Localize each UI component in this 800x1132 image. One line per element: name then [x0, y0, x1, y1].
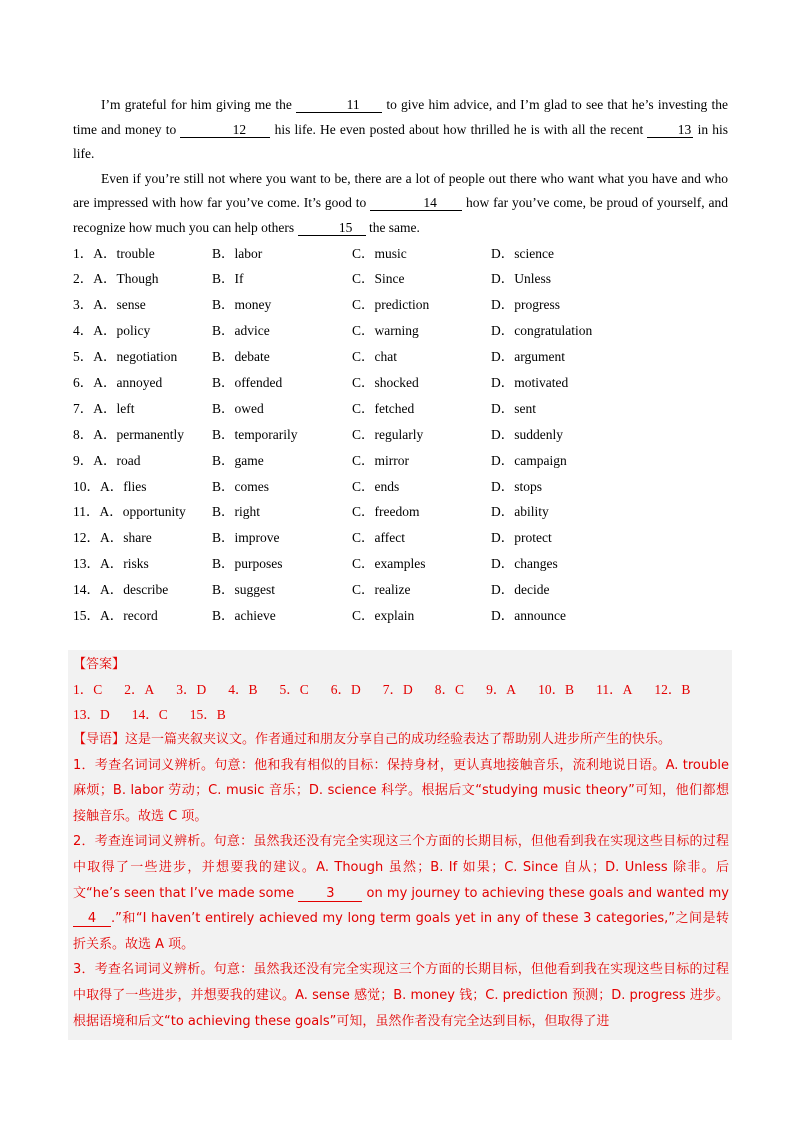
option-b[interactable]: B．purposes [212, 556, 283, 572]
passage [73, 93, 728, 629]
option-d[interactable]: D．announce [491, 608, 566, 624]
answer-item: 4．B [228, 682, 258, 697]
blank-13[interactable]: 13 [647, 122, 693, 138]
option-row [73, 525, 728, 551]
option-a[interactable]: 2．A．Though [73, 271, 159, 287]
option-b[interactable]: B．right [212, 504, 261, 520]
answer-item: 11．A [596, 682, 633, 697]
option-c[interactable]: C．examples [352, 556, 426, 572]
option-row [73, 241, 728, 267]
option-a[interactable]: 5．A．negotiation [73, 349, 178, 365]
option-d[interactable]: D．protect [491, 530, 552, 546]
option-b[interactable]: B．money [212, 297, 272, 313]
option-b[interactable]: B．advice [212, 323, 270, 339]
option-d[interactable]: D．stops [491, 478, 543, 494]
option-a[interactable]: 1．A．trouble [73, 245, 155, 261]
option-b[interactable]: B．temporarily [212, 426, 298, 442]
option-c[interactable]: C．freedom [352, 504, 420, 520]
answer-item: 5．C [279, 682, 309, 697]
text: .”和“I haven’t entirely achieved my long term goals yet in any of these 3 categories,”之间是转折关系。故选 A 项。 [73, 911, 729, 952]
answer-item: 15．B [189, 707, 226, 722]
text: in his life. [73, 121, 729, 162]
answer-item: 1．C [73, 682, 103, 697]
option-row [73, 344, 728, 370]
guide-text: 【导语】这是一篇夹叙夹议文。作者通过和朋友分享自己的成功经验表达了帮助别人进步所产生的快乐。 [73, 732, 672, 747]
answer-section [73, 652, 729, 1034]
option-c[interactable]: C．regularly [352, 426, 424, 442]
explanation-3: 3．考查名词词义辨析。句意：虽然我还没有完全实现这三个方面的长期目标，但他看到我在实现这些目标的过程中取得了一些进步，并想要我的建议。A. sense 感觉；B. money 钱；C. prediction 预测；D. progress 进步。根据语境和后文“to achieving these goals”可知，虽然作者没有完全达到目标，但取得了进 [73, 962, 729, 1029]
text: on my journey to achieving these goals and wanted my [366, 885, 730, 901]
option-b[interactable]: B．achieve [212, 608, 276, 624]
explanation-1: 1．考查名词词义辨析。句意：他和我有相似的目标：保持身材，更认真地接触音乐，流利地说日语。A. trouble 麻烦；B. labor 劳动；C. music 音乐；D. science 科学。根据后文“studying music theory”可知，他们都想接触音乐。故选 C 项。 [73, 757, 729, 824]
option-d[interactable]: D．argument [491, 349, 565, 365]
explanation-2 [73, 829, 729, 957]
blank-14[interactable]: 14 [370, 195, 462, 211]
text: 2．考查连词词义辨析。句意：虽然我还没有完全实现这三个方面的长期目标，但他看到我在实现这些目标的过程中取得了一些进步，并想要我的建议。A. Though 虽然；B. If 如果；C. Since 自从；D. Unless 除非。后文“he’s seen that I’ve made some [73, 834, 729, 901]
option-a[interactable]: 15．A．record [73, 608, 158, 624]
text: I’m grateful for him giving me the [101, 97, 292, 112]
option-a[interactable]: 4．A．policy [73, 323, 151, 339]
text: to give him advice, and I’m glad to see that he’s investing the time and money to [73, 97, 729, 137]
option-c[interactable]: C．shocked [352, 375, 419, 391]
answer-item: 7．D [382, 682, 413, 697]
option-row [73, 292, 728, 318]
option-a[interactable]: 9．A．road [73, 452, 141, 468]
answer-item: 3．D [176, 682, 207, 697]
option-row [73, 448, 728, 474]
option-a[interactable]: 3．A．sense [73, 297, 146, 313]
option-d[interactable]: D．congratulation [491, 323, 593, 339]
option-b[interactable]: B．If [212, 271, 244, 287]
option-b[interactable]: B．owed [212, 400, 264, 416]
blank-3: 3 [298, 886, 362, 902]
option-d[interactable]: D．changes [491, 556, 558, 572]
text: how far you’ve come, be proud of yourself, and recognize how much you can help others [73, 195, 729, 235]
option-row [73, 370, 728, 396]
option-c[interactable]: C．warning [352, 323, 419, 339]
passage-paragraph-1 [73, 93, 728, 167]
option-c[interactable]: C．chat [352, 349, 397, 365]
answer-item: 9．A [486, 682, 517, 697]
option-d[interactable]: D．science [491, 245, 554, 261]
option-d[interactable]: D．decide [491, 582, 550, 598]
option-d[interactable]: D．ability [491, 504, 549, 520]
option-d[interactable]: D．sent [491, 400, 536, 416]
option-row [73, 266, 728, 292]
text: Even if you’re still not where you want to be, there are a lot of people out there who want what you have and who are impressed with how far you’ve come. It’s good to [73, 170, 728, 211]
passage-paragraph-2 [73, 167, 728, 241]
option-a[interactable]: 13．A．risks [73, 556, 149, 572]
blank-12[interactable]: 12 [180, 122, 270, 138]
option-row [73, 603, 728, 629]
option-d[interactable]: D．motivated [491, 375, 569, 391]
option-c[interactable]: C．mirror [352, 452, 409, 468]
option-c[interactable]: C．realize [352, 582, 411, 598]
blank-15[interactable]: 15 [298, 220, 366, 236]
option-d[interactable]: D．suddenly [491, 426, 563, 442]
text: the same. [368, 219, 420, 235]
options-list [73, 241, 728, 629]
text: his life. He even posted about how thrilled he is with all the recent [274, 121, 644, 137]
answer-key [73, 677, 729, 727]
option-a[interactable]: 7．A．left [73, 400, 135, 416]
option-c[interactable]: C．ends [352, 478, 400, 494]
option-row [73, 318, 728, 344]
answer-item: 6．D [330, 682, 361, 697]
option-b[interactable]: B．improve [212, 530, 280, 546]
option-d[interactable]: D．Unless [491, 271, 551, 287]
option-c[interactable]: C．music [352, 245, 407, 261]
answer-item: 10．B [538, 682, 575, 697]
option-d[interactable]: D．campaign [491, 452, 567, 468]
answer-item: 14．C [131, 707, 168, 722]
option-a[interactable]: 6．A．annoyed [73, 375, 163, 391]
option-b[interactable]: B．comes [212, 478, 269, 494]
option-a[interactable]: 10．A．flies [73, 478, 147, 494]
option-b[interactable]: B．offended [212, 375, 283, 391]
answer-item: 8．C [434, 682, 465, 697]
option-row [73, 499, 728, 525]
option-a[interactable]: 8．A．permanently [73, 426, 184, 442]
blank-11[interactable]: 11 [296, 97, 382, 113]
answer-item: 13．D [73, 707, 110, 722]
option-c[interactable]: C．Since [352, 271, 405, 287]
blank-4: 4 [73, 911, 111, 927]
option-b[interactable]: B．game [212, 452, 264, 468]
option-b[interactable]: B．debate [212, 349, 270, 365]
option-row [73, 396, 728, 422]
option-row [73, 474, 728, 500]
option-row [73, 422, 728, 448]
option-a[interactable]: 11．A．opportunity [73, 504, 186, 520]
option-row [73, 551, 728, 577]
option-c[interactable]: C．explain [352, 608, 415, 624]
option-a[interactable]: 14．A．describe [73, 582, 169, 598]
answer-heading: 【答案】 [73, 657, 126, 672]
option-row [73, 577, 728, 603]
answer-item: 2．A [124, 682, 155, 697]
option-d[interactable]: D．progress [491, 297, 560, 313]
option-a[interactable]: 12．A．share [73, 530, 152, 546]
option-c[interactable]: C．affect [352, 530, 405, 546]
option-c[interactable]: C．fetched [352, 400, 415, 416]
answer-item: 12．B [654, 682, 691, 697]
option-b[interactable]: B．suggest [212, 582, 276, 598]
option-c[interactable]: C．prediction [352, 297, 430, 313]
option-b[interactable]: B．labor [212, 245, 263, 261]
